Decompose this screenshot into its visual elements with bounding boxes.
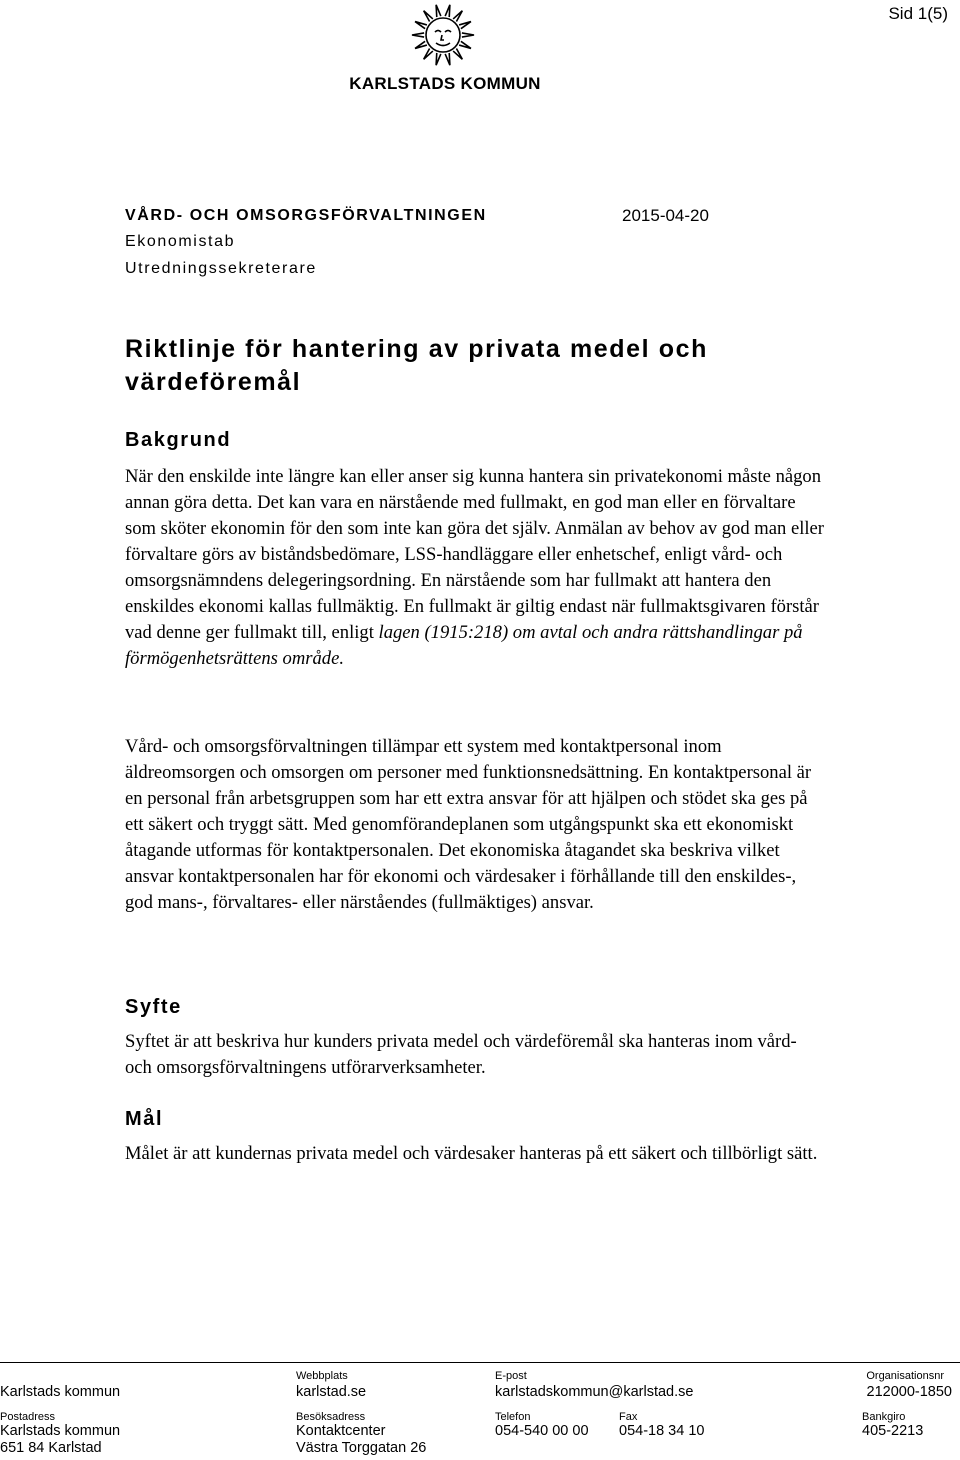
- paragraph-bakgrund-2: Vård- och omsorgsförvaltningen tillämpar ett system med kontaktpersonal inom äldreomsorgen och omsorgen om personer med funktionsnedsättning. En kontaktpersonal är en personal från arbetsgruppen som har ett extra ansvar för att hjälpen och stödet ska ges på ett säkert och tryggt sätt. Med genomförandeplanen som utgångspunkt ska ett ekonomiskt åtagande utformas för kontaktpersonalen. Det ekonomiska åtagandet ska beskriva vilket ansvar kontaktpersonalen har för ekonomi och värdesaker i förhållande till den enskildes-, god mans-, förvaltares- eller närståendes (fullmäktiges) ansvar.: [125, 736, 812, 913]
- sun-ray: [459, 41, 471, 48]
- page-number: Sid 1(5): [888, 4, 948, 23]
- footer-postadress-line-2: 651 84 Karlstad: [0, 1440, 102, 1456]
- paragraph-text: När den enskilde inte längre kan eller anser sig kunna hantera sin privatekonomi måste någon annan göra detta. Det kan vara en närstående med fullmakt, en god man eller en förvaltare som sköter ekonomin för den som inte kan göra det själv. Anmälan av behov av god man eller förvaltare görs av biståndsbedömare, LSS-handläggare eller enhetschef, enligt vård- och omsorgsnämndens delegeringsordning. En närstående som har fullmakt att hantera den enskildes ekonomi kallas fullmäktig. En fullmakt är giltig endast när fullmaktsgivaren förstår vad denne ger fullmakt till, enligt: [125, 466, 824, 643]
- sun-ray: [453, 48, 462, 59]
- sun-ray: [436, 5, 441, 17]
- footer-orgnr: 212000-1850: [866, 1384, 952, 1400]
- logo-wordmark: KARLSTADS KOMMUN: [349, 74, 541, 93]
- sun-ray: [424, 11, 433, 22]
- footer-fax-label: Fax: [619, 1411, 638, 1423]
- paragraph-syfte: Syftet är att beskriva hur kunders privata medel och värdeföremål ska hanteras inom vård- och omsorgsförvaltningens utförarverksamheter.: [125, 1031, 797, 1078]
- footer-postadress-line-1: Karlstads kommun: [0, 1423, 121, 1439]
- section-heading-syfte: Syfte: [125, 996, 182, 1018]
- sun-ray: [412, 33, 424, 37]
- sun-emblem-icon: [340, 0, 546, 72]
- footer-fax: 054-18 34 10: [619, 1423, 705, 1439]
- sun-ray: [415, 22, 427, 29]
- footer-org-name: Karlstads kommun: [0, 1384, 121, 1400]
- sun-ray: [424, 48, 433, 59]
- footer-webbplats-link[interactable]: karlstad.se: [296, 1384, 367, 1400]
- sun-ray: [453, 11, 462, 22]
- footer-bankgiro: 405-2213: [862, 1423, 924, 1439]
- author-role: Utredningssekreterare: [125, 260, 317, 277]
- paragraph-bakgrund-1: [125, 464, 825, 672]
- document-date: 2015-04-20: [622, 206, 709, 225]
- paragraph-mal: Målet är att kundernas privata medel och värdesaker hanteras på ett säkert och tillbörligt sätt.: [125, 1143, 818, 1164]
- footer-epost-label: E-post: [495, 1370, 527, 1382]
- municipality-logo: [340, 0, 546, 100]
- footer-telefon-label: Telefon: [495, 1411, 531, 1423]
- sun-ray: [462, 33, 474, 37]
- footer-besoksadress-line-2: Västra Torggatan 26: [296, 1440, 427, 1456]
- footer-webbplats-label: Webbplats: [296, 1370, 348, 1382]
- footer-divider: [0, 1362, 960, 1363]
- footer-bankgiro-label: Bankgiro: [862, 1411, 906, 1423]
- section-heading-mal: Mål: [125, 1108, 164, 1130]
- footer-epost-link[interactable]: karlstadskommun@karlstad.se: [495, 1384, 694, 1400]
- section-heading-bakgrund: Bakgrund: [125, 429, 232, 451]
- sun-ray: [459, 22, 471, 29]
- sun-ray: [445, 53, 450, 65]
- department-unit: Ekonomistab: [125, 233, 236, 250]
- sun-ray: [436, 53, 441, 65]
- law-reference: lagen (1915:218) om avtal och andra rättshandlingar på förmögenhetsrättens område.: [125, 622, 803, 669]
- sun-ray: [415, 41, 427, 48]
- footer-orgnr-label: Organisationsnr: [866, 1370, 944, 1382]
- footer-besoksadress-line-1: Kontaktcenter: [296, 1423, 386, 1439]
- document-title: Riktlinje för hantering av privata medel och värdeföremål: [125, 335, 709, 396]
- department-name: VÅRD- OCH OMSORGSFÖRVALTNINGEN: [125, 207, 487, 224]
- footer-besoksadress-label: Besöksadress: [296, 1411, 366, 1423]
- sun-ray: [445, 5, 450, 17]
- footer-postadress-label: Postadress: [0, 1411, 56, 1423]
- footer-telefon: 054-540 00 00: [495, 1423, 589, 1439]
